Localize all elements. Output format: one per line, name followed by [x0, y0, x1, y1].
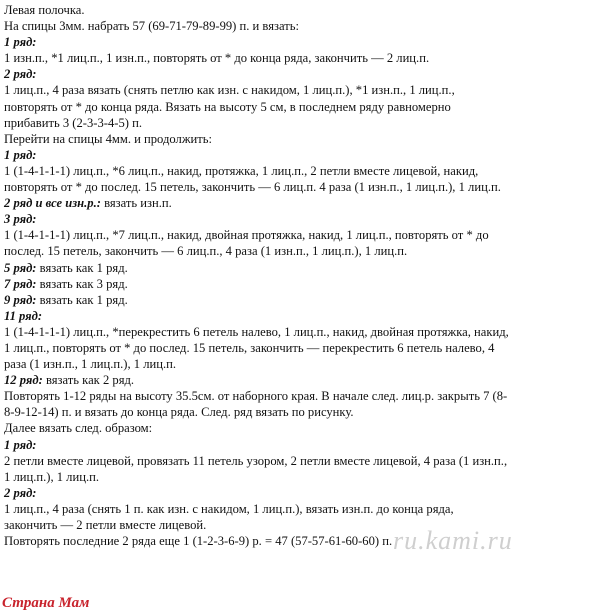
- doc-line: повторять от * до послед. 15 петель, закончить — 6 лиц.п. 4 раза (1 изн.п., 1 лиц.п.), 1 лиц.п.: [4, 180, 501, 195]
- row-heading: 2 ряд:: [4, 485, 37, 500]
- doc-line: 1 (1-4-1-1-1) лиц.п., *перекрестить 6 петель налево, 1 лиц.п., накид, двойная протяжка, накид,: [4, 324, 509, 339]
- doc-line: повторять от * до конца ряда. Вязать на высоту 5 см, в последнем ряду равномерно: [4, 99, 451, 114]
- doc-line: Перейти на спицы 4мм. и продолжить:: [4, 131, 212, 146]
- row-heading: 11 ряд:: [4, 308, 43, 323]
- doc-line-mixed: [4, 260, 602, 276]
- row-heading: 2 ряд и все изн.р.:: [4, 196, 101, 211]
- doc-line: послед. 15 петель, закончить — 6 лиц.п., 4 раза (1 изн.п., 1 лиц.п.), 1 лиц.п.: [4, 244, 408, 259]
- row-instruction: вязать как 3 ряд.: [36, 276, 128, 291]
- doc-line: 1 лиц.п., 4 раза вязать (снять петлю как изн. с накидом, 1 лиц.п.), *1 изн.п., 1 лиц.п.,: [4, 83, 455, 98]
- row-instruction: вязать как 1 ряд.: [36, 292, 128, 307]
- doc-line: 1 (1-4-1-1-1) лиц.п., *6 лиц.п., накид, протяжка, 1 лиц.п., 2 петли вместе лицевой, накид,: [4, 163, 479, 178]
- doc-line-mixed: [4, 292, 602, 308]
- doc-line: 1 (1-4-1-1-1) лиц.п., *7 лиц.п., накид, двойная протяжка, накид, 1 лиц.п., повторять от * до: [4, 228, 489, 243]
- doc-line: закончить — 2 петли вместе лицевой.: [4, 518, 207, 532]
- row-heading: 9 ряд:: [4, 292, 37, 307]
- doc-line: 2 петли вместе лицевой, провязать 11 петель узором, 2 петли вместе лицевой, 4 раза (1 изн.п.,: [4, 453, 508, 468]
- row-heading: 1 ряд:: [4, 147, 37, 162]
- doc-line: Далее вязать след. образом:: [4, 421, 153, 436]
- row-instruction: вязать как 1 ряд.: [36, 260, 128, 275]
- row-heading: 5 ряд:: [4, 260, 37, 275]
- row-heading: 7 ряд:: [4, 276, 37, 291]
- site-logo: Страна Мам: [2, 595, 90, 611]
- doc-line: прибавить 3 (2-3-3-4-5) п.: [4, 115, 142, 130]
- doc-line: Левая полочка.: [4, 3, 85, 17]
- row-heading: 3 ряд:: [4, 212, 37, 227]
- doc-line-mixed: [4, 372, 602, 388]
- doc-line: Повторять последние 2 ряда еще 1 (1-2-3-6-9) р. = 47 (57-57-61-60-60) п.: [4, 534, 393, 549]
- row-heading: 12 ряд:: [4, 373, 43, 388]
- row-instruction: вязать изн.п.: [100, 196, 172, 211]
- row-instruction: вязать как 2 ряд.: [42, 373, 135, 388]
- doc-line: раза (1 изн.п., 1 лиц.п.), 1 лиц.п.: [4, 357, 177, 372]
- knitting-instructions: [4, 2, 602, 549]
- doc-line: Повторять 1-12 ряды на высоту 35.5см. от наборного края. В начале след. лиц.р. закрыть 7 (8-: [4, 389, 508, 404]
- doc-line: 1 лиц.п., 4 раза (снять 1 п. как изн. с накидом, 1 лиц.п.), вязать изн.п. до конца ряда,: [4, 501, 454, 516]
- row-heading: 1 ряд:: [4, 35, 37, 50]
- doc-line: 1 лиц.п., повторять от * до послед. 15 петель, закончить — перекрестить 6 петель налево, 4: [4, 340, 495, 355]
- doc-line: 8-9-12-14) п. и вязать до конца ряда. След. ряд вязать по рисунку.: [4, 405, 354, 420]
- row-heading: 2 ряд:: [4, 67, 37, 82]
- doc-line-mixed: [4, 195, 602, 211]
- site-watermark: ru.kami.ru: [393, 526, 513, 555]
- doc-line-mixed: [4, 276, 602, 292]
- doc-line: 1 лиц.п.), 1 лиц.п.: [4, 469, 99, 484]
- doc-line: 1 изн.п., *1 лиц.п., 1 изн.п., повторять от * до конца ряда, закончить — 2 лиц.п.: [4, 51, 430, 66]
- doc-line: На спицы 3мм. набрать 57 (69-71-79-89-99) п. и вязать:: [4, 19, 299, 34]
- row-heading: 1 ряд:: [4, 437, 37, 452]
